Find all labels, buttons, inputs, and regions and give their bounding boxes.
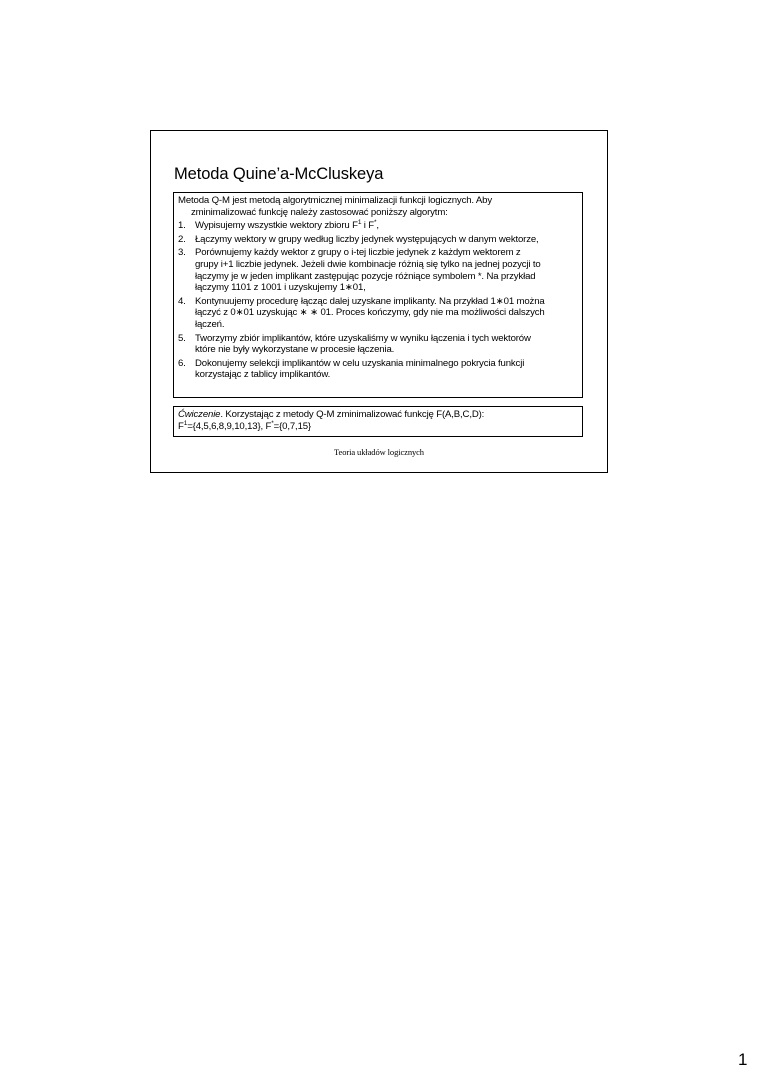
step-number: 2. [178,233,186,245]
step-3 [178,247,576,293]
step-text: łączeń. [195,318,225,330]
step-number: 1. [178,220,186,232]
page-number: 1 [738,1050,748,1069]
step-1 [178,220,576,232]
step-6 [178,358,576,381]
step-text: grupy i+1 liczbie jedynek. Jeżeli dwie kombinacje różnią się tylko na jednej pozycji to [195,258,541,270]
step-text: łączymy 1101 z 1001 i uzyskujemy 1∗01, [195,282,366,294]
step-text: Tworzymy zbiór implikantów, które uzyskaliśmy w wyniku łączenia i tych wektorów [195,332,531,344]
step-number: 5. [178,332,186,344]
step-text: Dokonujemy selekcji implikantów w celu uzyskania minimalnego pokrycia funkcji [195,357,525,369]
algorithm-box [173,192,583,398]
step-text: Wypisujemy wszystkie wektory zbioru $F^1$ i F*, [195,219,379,232]
intro-line-1: Metoda Q-M jest metodą algorytmicznej minimalizacji funkcji logicznych. Aby [178,195,492,206]
slide-footer: Teoria układów logicznych [334,447,424,457]
step-4 [178,296,576,331]
step-text: łączymy je w jeden implikant zastępując pozycje różniące symbolem *. Na przykład [195,270,536,282]
slide-title: Metoda Quine’a-McCluskeya [174,165,384,183]
step-text: Porównujemy każdy wektor z grupy o i-tej liczbie jedynek z każdym wektorem z [195,247,521,259]
step-number: 4. [178,295,186,307]
exercise-label: Ćwiczenie [178,409,221,420]
exercise-line-1: Ćwiczenie. Korzystając z metody Q-M zminimalizować funkcję F(A,B,C,D): [178,409,485,420]
step-5 [178,333,576,356]
step-text: Łączymy wektory w grupy według liczby jedynek występujących w danym wektorze, [195,233,539,245]
slide [150,130,608,473]
step-2 [178,234,576,246]
step-number: 6. [178,357,186,369]
exercise-box [173,406,583,437]
step-text: korzystając z tablicy implikantów. [195,369,331,381]
step-text: Kontynuujemy procedurę łącząc dalej uzyskane implikanty. Na przykład 1∗01 można [195,295,545,307]
step-number: 3. [178,247,186,259]
exercise-line-2: $F^1=\{4,5,6,8,9,10,13\}$, F*={0,7,15} [178,420,311,433]
step-text: które nie były wykorzystane w procesie łączenia. [195,344,395,356]
step-text: łączyć z 0∗01 uzyskując ∗ ∗ 01. Proces kończymy, gdy nie ma możliwości dalszych [195,307,545,319]
intro-line-2: zminimalizować funkcję należy zastosować poniższy algorytm: [191,206,448,218]
